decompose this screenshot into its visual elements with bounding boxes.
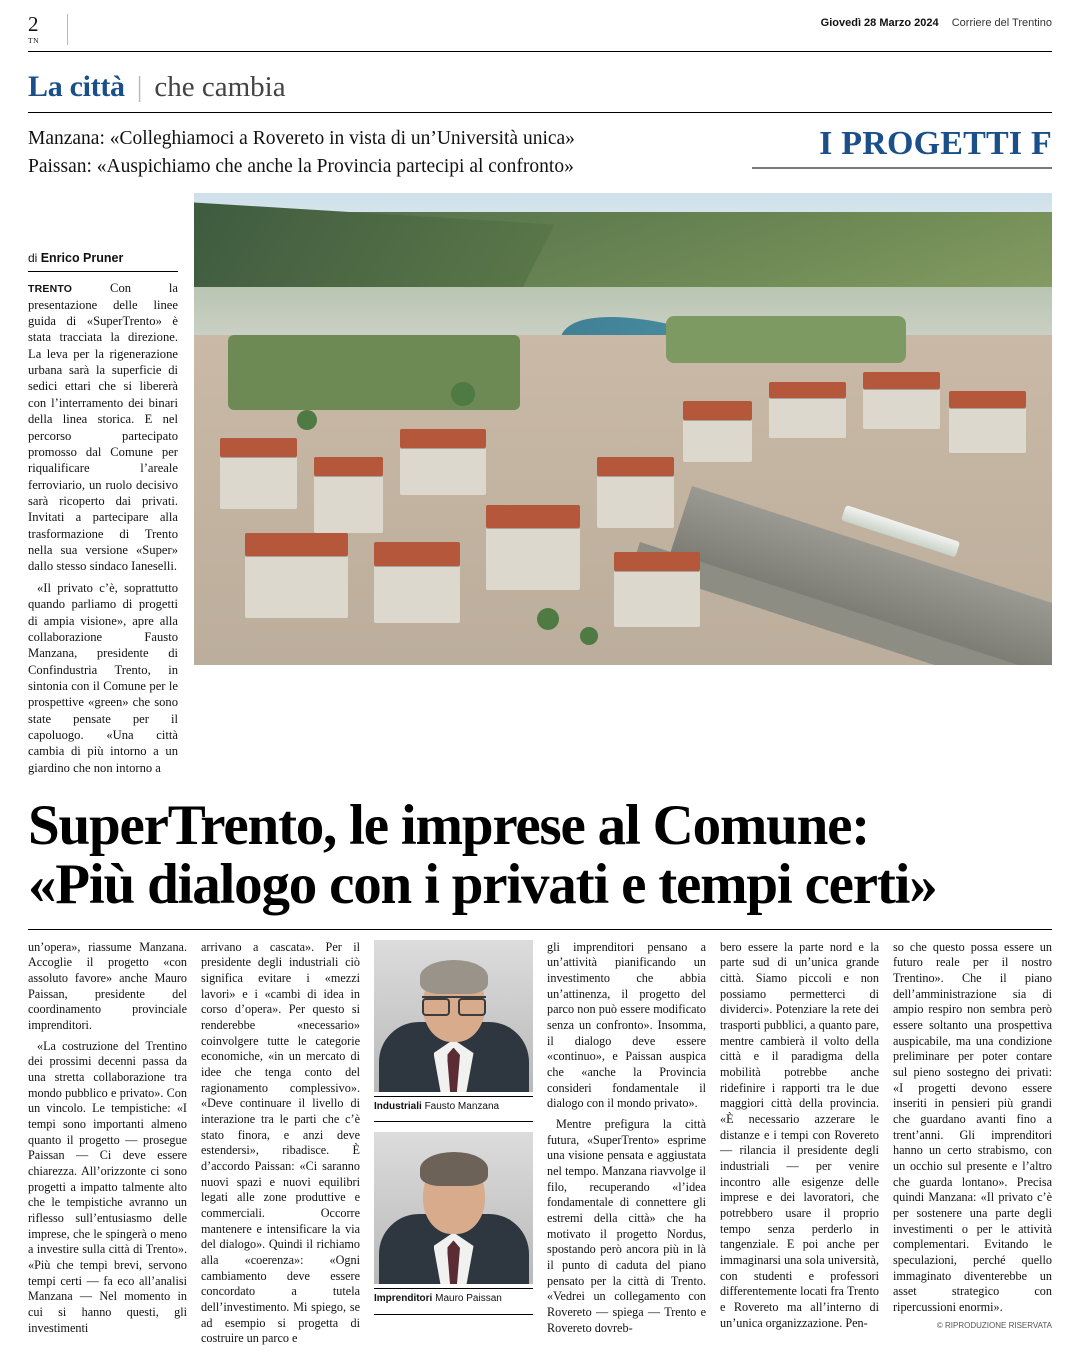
kicker-row bbox=[28, 113, 1052, 186]
issue-date: Giovedì 28 Marzo 2024 bbox=[820, 17, 939, 29]
lede-paragraph-1-text: Con la presentazione delle linee guida di «SuperTrento» è stata tracciata la direzione. La leva per la rigenerazione urbana sarà la superficie di sedici ettari che si libererà con l’interramento dei binari della linea storica. E nel percorso partecipato promosso dal Comune per riqualificare l’areale ferroviario, un ruolo decisivo sarà ricoperto dai privati. Invitati a partecipare alla trasformazione di Trento nella sua versione «Super» dallo stesso sindaco Ianeselli. bbox=[28, 281, 178, 574]
byline-prefix: di bbox=[28, 251, 38, 266]
kicker-line-1: Manzana: «Colleghiamoci a Rovereto in vista di un’Università unica» bbox=[28, 127, 575, 149]
byline bbox=[28, 193, 178, 272]
article-column-4 bbox=[547, 940, 706, 1352]
byline-author: Enrico Pruner bbox=[40, 251, 124, 266]
lede-text bbox=[28, 280, 178, 776]
masthead-right bbox=[821, 14, 1052, 29]
page-edition: TN bbox=[28, 36, 39, 45]
paper-name: Corriere del Trentino bbox=[951, 17, 1052, 29]
caption-name: Fausto Manzana bbox=[424, 1100, 500, 1112]
upper-block bbox=[28, 193, 1052, 781]
paragraph: bero essere la parte nord e la parte sud di un’unica grande città. Siamo piccoli e non possiamo permetterci di dividerci». Potenziare la rete dei trasporti pubblici, a quanto pare, mentre cambierà il volto della città e il paradigma della mobilità potrebbe anche ridefinire i rapporti tra le due maggiori città della provincia. «È necessario azzerare le distanze e i tempi con Rovereto — rilancia il presidente degli industriali — per venire incontro alle esigenze delle imprese e dei lavoratori, che potrebbero usare il proprio tempo senza perderlo in tangenziale. E poi anche per immaginarsi una sola università, con studenti e professori differentemente locati fra Trento e Rovereto ma all’interno di un’unica organizzazione. Pen- bbox=[720, 939, 879, 1330]
caption-role: Industriali bbox=[374, 1100, 422, 1112]
headline-line-2: «Più dialogo con i privati e tempi certi» bbox=[28, 852, 937, 916]
article-body bbox=[28, 940, 1052, 1352]
section-title: La città bbox=[28, 69, 125, 103]
article-column-5 bbox=[720, 940, 879, 1352]
portrait-hair bbox=[420, 1152, 488, 1186]
kickers bbox=[28, 125, 575, 182]
glasses-icon bbox=[422, 996, 486, 1012]
paragraph: Mentre prefigura la città futura, «SuperTrento» esprime una visione pensata e aggiustata nel tempo. Manzana riavvolge il filo, recuperando «l’idea fondamentale di connettere gli estremi della città» che ha motivato il progetto Nordus, spostando però ancora più in là il punto di caduta del piano pensato per la città di Trento. «Vedrei un collegamento con Rovereto — spiega — Trento e Rovereto dovreb- bbox=[547, 1116, 706, 1335]
masthead-left bbox=[28, 14, 68, 45]
headline-line-1: SuperTrento, le imprese al Comune: bbox=[28, 794, 870, 858]
paragraph: un’opera», riassume Manzana. Accoglie il progetto «con assoluto favore» anche Mauro Paissan, presidente del coordinamento provinciale imprenditori. bbox=[28, 939, 187, 1032]
paragraph: so che questo possa essere un futuro reale per il nostro Trentino». Che il piano dell’amministrazione sia di ampio respiro non sembra però essere soltanto una prospettiva auspicabile, ma una condizione preliminare per poter contare sul pieno sostegno dei privati: «I progetti devono essere inseriti in pensieri più grandi che guardano avanti fino a trent’anni. Gli imprenditori hanno un certo strabismo, con un occhio sul presente e l’altro che guarda lontano». Precisa quindi Manzana: «Il privato c’è per sostenere una parte degli investimenti o per le attività complementari. Evitando le speculazioni, perché quello immaginato diventerebbe un asset strategico con ripercussioni enormi». bbox=[893, 939, 1052, 1314]
photo-caption-paissan bbox=[374, 1288, 533, 1315]
article-column-1 bbox=[28, 940, 187, 1352]
section-header bbox=[28, 52, 1052, 112]
paragraph: gli imprenditori pensano a un’attività pianificando un investimento che abbia un’attinenza, il progetto del parco non può essere modificato senza un confronto». Insomma, il dialogo deve essere «continuo», e Paissan auspica che «anche la Provincia consideri fondamentale il dialogo con il mondo privato». bbox=[547, 939, 706, 1111]
copyright-notice: © RIPRODUZIONE RISERVATA bbox=[936, 1320, 1052, 1330]
section-divider: | bbox=[136, 71, 143, 103]
caption-name: Mauro Paissan bbox=[435, 1293, 502, 1305]
portrait-manzana bbox=[374, 940, 533, 1092]
paragraph: arrivano a cascata». Per il presidente degli industriali ciò significa evitare i «mezzi lavori» e i «cambi di idea in corso d’opera». Per questo si renderebbe «necessario» coinvolgere tutte le categorie economiche, «in un mercato di idee che tenga conto del ragionamento complessivo». «Deve continuare il livello di interazione tra le parti che c’è stato finora, e anzi deve estendersi», ribadisce. È d’accordo Paissan: «Ci saranno nuovi spazi e nuovi equilibri legati alle zone produttive e commerciali. Occorre mantenere e intensificare la via del dialogo». Quindi il richiamo alla «coerenza»: «Ogni cambiamento deve essere concordato a tutela dell’investimento. Mi spiego, se ad esempio si progetta di costruire un parco e bbox=[201, 939, 360, 1346]
article-column-3-photos bbox=[374, 940, 533, 1352]
kicker-line-2: Paissan: «Auspichiamo che anche la Provincia partecipi al confronto» bbox=[28, 155, 574, 177]
projects-rule bbox=[752, 167, 1052, 169]
masthead bbox=[28, 0, 1052, 52]
page-number bbox=[28, 14, 68, 45]
section-subtitle: che cambia bbox=[154, 70, 286, 103]
lede-paragraph-1 bbox=[28, 280, 178, 575]
page-number-value: 2 bbox=[28, 12, 39, 36]
portrait-paissan bbox=[374, 1132, 533, 1284]
lead-photo-wrap bbox=[194, 193, 1052, 781]
projects-header: I PROGETTI F bbox=[819, 124, 1052, 162]
lede-column bbox=[28, 193, 178, 781]
lede-paragraph-2: «Il privato c’è, soprattutto quando parliamo di progetti di ampia visione», apre alla collaborazione Fausto Manzana, presidente di Confindustria Trento, in sintonia con il Comune per le prospettive «green» che sono state pensate per il capoluogo. «Una città cambia di più intorno a un giardino che non intorno a bbox=[28, 580, 178, 775]
page-title bbox=[28, 794, 1052, 916]
photo-caption-manzana bbox=[374, 1096, 533, 1123]
paragraph: «La costruzione del Trentino dei prossimi decenni passa da una stretta collaborazione tra mondo pubblico e privato». Con un vincolo. Le tempistiche: «I tempi sono importanti almeno quanto il progetto — prosegue Paissan — Ci deve essere chiarezza. All’orizzonte ci sono progetti a impatto talmente alto che le tempistiche avranno un riflesso sull’entusiasmo delle imprese, che le spingerà o meno a investire sulla città di Trento». «Più che tempi brevi, servono tempi certi — fa eco all’analisi Manzana — Nel momento in cui si hanno questi, gli investimenti bbox=[28, 1038, 187, 1335]
article-column-6 bbox=[893, 940, 1052, 1352]
projects-header-wrap bbox=[752, 125, 1052, 169]
portrait-hair bbox=[420, 960, 488, 994]
article-column-2 bbox=[201, 940, 360, 1352]
aerial-photo bbox=[194, 193, 1052, 665]
caption-role: Imprenditori bbox=[374, 1293, 433, 1305]
dateline: TRENTO bbox=[28, 283, 73, 296]
headline-rule bbox=[28, 929, 1052, 930]
photo-buildings bbox=[194, 193, 1052, 665]
